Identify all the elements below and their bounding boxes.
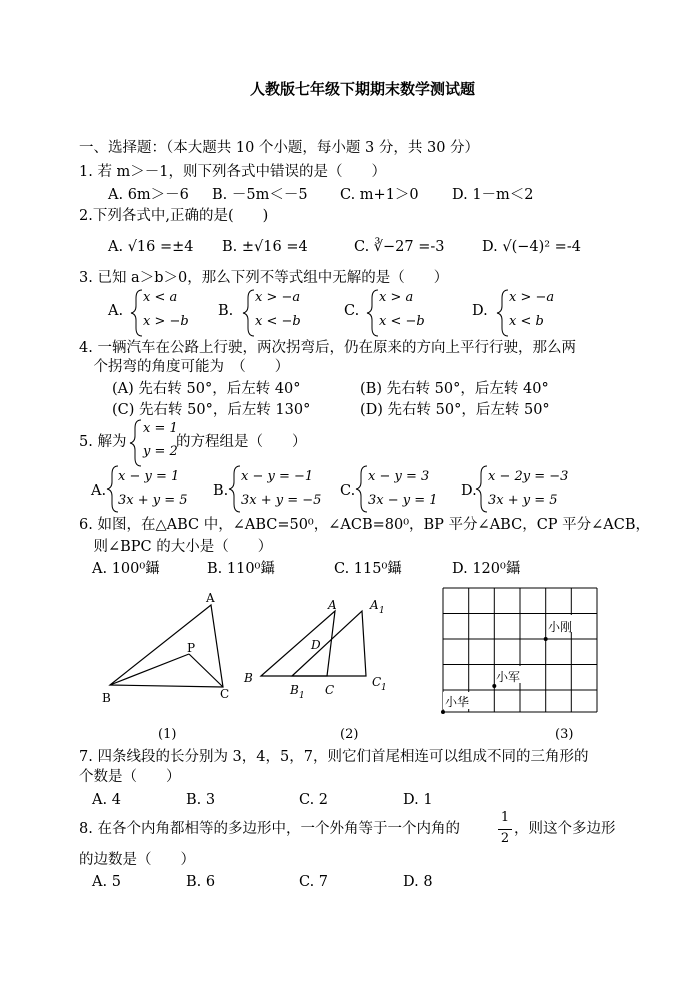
q5-c-line2: 3x − y = 1 (368, 493, 438, 508)
q6-option-b: B. 110⁰鑷 (207, 561, 275, 577)
fig1-label-a: A (206, 591, 215, 605)
fig1-label-b: B (102, 691, 111, 705)
q3-b-line1: x > −a (255, 290, 301, 305)
fig1-label-c: C (220, 687, 230, 701)
figures-area (0, 580, 696, 750)
fig1-segment-pc (189, 654, 223, 687)
q5-option-a-label: A. (91, 483, 107, 499)
fig3-label-xiaojun: 小军 (496, 670, 521, 684)
fig2-label-a: A (328, 598, 337, 612)
fig1-segment-bp (110, 654, 189, 685)
q5-a-line1: x − y = 1 (118, 469, 180, 484)
q7-stem-line2: 个数是（ ） (79, 769, 181, 785)
page-title: 人教版七年级下期期末数学测试题 (250, 80, 476, 98)
fig1-caption: (1) (158, 727, 177, 742)
fig3-caption: (3) (555, 727, 574, 742)
q4-option-c: (C) 先右转 50°，后左转 130° (112, 402, 311, 418)
fig2-label-a1-subscript: 1 (379, 606, 385, 616)
q5-option-c-label: C. (340, 483, 356, 499)
q3-c-line2: x < −b (379, 314, 425, 329)
q3-option-a-label: A. (108, 303, 124, 319)
q3-brace-a (131, 290, 142, 336)
q1-option-b: B. －5m＜－5 (212, 187, 308, 203)
fig3-point-xiaohua (441, 710, 445, 714)
q5-sys-line2: y = 2 (143, 444, 178, 459)
q3-d-line1: x > −a (509, 290, 555, 305)
q5-d-line2: 3x + y = 5 (488, 493, 558, 508)
q7-option-d: D. 1 (403, 792, 433, 808)
q2-option-a: A. √16 =±4 (108, 239, 194, 255)
q5-brace-d (476, 466, 487, 512)
q5-c-line1: x − y = 3 (368, 469, 430, 484)
q6-option-a: A. 100⁰鑷 (92, 561, 160, 577)
q3-option-c-label: C. (344, 303, 360, 319)
q8-option-c: C. 7 (299, 874, 329, 890)
q3-c-line1: x > a (379, 290, 414, 305)
fig2-triangle-abc (261, 611, 335, 676)
fig2-label-c1-subscript: 1 (381, 683, 387, 693)
fig2-label-b1-subscript: 1 (299, 691, 305, 701)
figure-2 (243, 598, 387, 742)
q5-option-b-label: B. (213, 483, 229, 499)
q5-brace-a (107, 466, 118, 512)
q5-a-line2: 3x + y = 5 (118, 493, 188, 508)
q4-option-b: (B) 先右转 50°，后左转 40° (360, 381, 549, 397)
figure-3 (441, 588, 597, 742)
q3-brace-b (243, 290, 254, 336)
q4-stem-line1: 4. 一辆汽车在公路上行驶，两次拐弯后，仍在原来的方向上平行行驶，那么两 (79, 340, 576, 356)
q3-b-line2: x < −b (255, 314, 301, 329)
q3-stem: 3. 已知 a＞b＞0，那么下列不等式组中无解的是（ ） (79, 270, 449, 286)
q8-fraction-bar (498, 829, 512, 830)
q6-stem-line1: 6. 如图，在△ABC 中，∠ABC=50⁰，∠ACB=80⁰，BP 平分∠ABC，CP 平分∠ACB， (79, 517, 651, 533)
q7-option-b: B. 3 (186, 792, 216, 808)
q4-stem-line2: 个拐弯的角度可能为 （ ） (79, 359, 290, 375)
q8-fraction-denominator: 2 (500, 831, 510, 846)
q3-a-line2: x > −b (143, 314, 189, 329)
q5-b-line2: 3x + y = −5 (241, 493, 322, 508)
q1-stem: 1. 若 m＞－1，则下列各式中错误的是（ ） (79, 164, 387, 180)
q6-option-c: C. 115⁰鑷 (334, 561, 402, 577)
q1-option-a: A. 6m＞－6 (108, 187, 189, 203)
q2-stem: 2.下列各式中,正确的是( ) (79, 208, 269, 224)
fig1-label-p: P (187, 641, 196, 655)
q7-stem-line1: 7. 四条线段的长分别为 3，4，5，7，则它们首尾相连可以组成不同的三角形的 (79, 749, 589, 765)
fig2-caption: (2) (340, 727, 359, 742)
q8-stem-pre: 8. 在各个内角都相等的多边形中，一个外角等于一个内角的 (79, 821, 460, 837)
q5-stem-post: 的方程组是（ ） (176, 434, 307, 450)
q5-b-line1: x − y = −1 (241, 469, 314, 484)
fig1-triangle-abc (110, 605, 223, 687)
fig3-point-xiaogang (544, 637, 548, 641)
q8-option-d: D. 8 (403, 874, 433, 890)
q5-solution-brace (130, 420, 141, 466)
q5-brace-b (229, 466, 240, 512)
q3-brace-d (497, 290, 508, 336)
q3-a-line1: x < a (143, 290, 178, 305)
q8-option-a: A. 5 (92, 874, 121, 890)
q8-option-b: B. 6 (186, 874, 216, 890)
q1-option-d: D. 1－m＜2 (452, 187, 534, 203)
q4-option-d: (D) 先右转 50°，后左转 50° (360, 402, 550, 418)
section-heading: 一、选择题：（本大题共 10 个小题，每小题 3 分，共 30 分） (79, 140, 480, 156)
q5-stem-pre: 5. 解为 (79, 434, 127, 450)
q6-stem-line2: 则∠BPC 的大小是（ ） (79, 539, 273, 555)
fig2-label-b1: B (290, 683, 299, 697)
q8-stem-line2: 的边数是（ ） (79, 852, 195, 868)
q2-option-c: C. ∛−27 =-3 (354, 239, 445, 255)
figure-1 (102, 591, 229, 742)
q5-option-d-label: D. (461, 483, 477, 499)
q3-option-d-label: D. (472, 303, 488, 319)
q5-brace-group (0, 416, 696, 476)
fig3-label-xiaohua: 小华 (445, 695, 470, 709)
q7-option-a: A. 4 (92, 792, 121, 808)
fig2-triangle-a1b1c1 (292, 611, 366, 676)
q8-fraction-numerator: 1 (500, 810, 510, 825)
fig2-label-a1: A (370, 598, 379, 612)
q7-option-c: C. 2 (299, 792, 329, 808)
q3-brace-c (367, 290, 378, 336)
fig3-label-xiaogang: 小刚 (548, 620, 573, 634)
fig2-label-d: D (311, 638, 321, 652)
q5-sys-line1: x = 1 (143, 421, 178, 436)
fig2-label-c1: C (372, 675, 382, 689)
q2-option-b: B. ±√16 =4 (222, 239, 308, 255)
q5-d-line1: x − 2y = −3 (488, 469, 569, 484)
q4-option-a: (A) 先右转 50°，后左转 40° (112, 381, 301, 397)
q6-option-d: D. 120⁰鑷 (452, 561, 521, 577)
q5-brace-c (356, 466, 367, 512)
fig2-label-b: B (244, 671, 253, 685)
fig3-point-xiaojun (492, 684, 496, 688)
q3-option-b-label: B. (218, 303, 234, 319)
q2-option-d: D. √(−4)² =-4 (482, 239, 581, 255)
q3-d-line2: x < b (509, 314, 544, 329)
q1-option-c: C. m+1＞0 (340, 187, 419, 203)
q8-stem-post: ，则这个多边形 (514, 821, 616, 837)
fig2-label-c: C (325, 683, 335, 697)
